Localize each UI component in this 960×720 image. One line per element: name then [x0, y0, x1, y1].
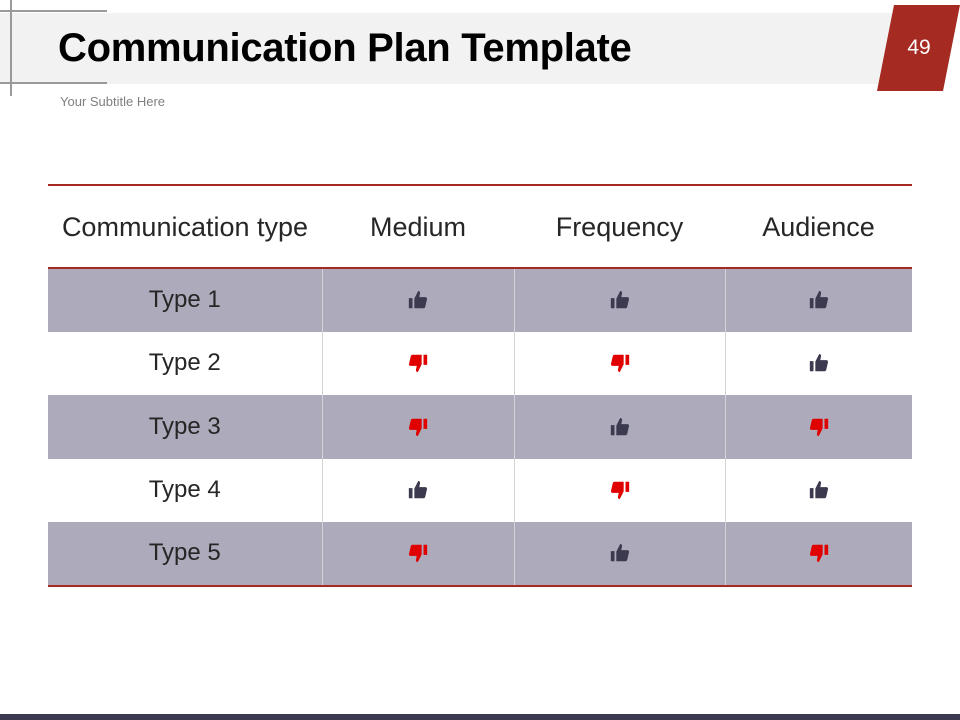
thumbs-down-icon — [726, 416, 913, 438]
cell-medium — [322, 268, 514, 332]
cell-frequency — [514, 522, 725, 586]
row-type-label: Type 1 — [148, 286, 221, 314]
cell-audience — [725, 268, 912, 332]
cell-audience — [725, 522, 912, 586]
page-subtitle: Your Subtitle Here — [60, 94, 166, 109]
row-type-label: Type 2 — [148, 349, 221, 377]
cell-audience — [725, 395, 912, 459]
row-type-label: Type 3 — [148, 412, 221, 440]
table-header-row — [48, 185, 912, 268]
thumbs-up-icon — [515, 416, 725, 438]
page-number: 49 — [907, 36, 931, 59]
cell-medium — [322, 395, 514, 459]
cell-frequency — [514, 332, 725, 396]
row-type-label: Type 5 — [48, 522, 322, 586]
thumbs-up-icon — [726, 352, 913, 374]
table-body — [48, 268, 912, 586]
thumbs-up-icon — [726, 479, 913, 501]
thumbs-up-icon — [726, 289, 913, 311]
header-medium: Medium — [322, 185, 514, 268]
cell-frequency — [514, 395, 725, 459]
cell-medium — [322, 459, 514, 523]
bottom-bar — [0, 714, 960, 720]
thumbs-down-icon — [726, 542, 913, 564]
table-row — [48, 459, 912, 523]
thumbs-up-icon — [323, 479, 514, 501]
thumbs-up-icon — [515, 289, 725, 311]
header-audience: Audience — [725, 185, 912, 268]
page-title: Communication Plan Template — [58, 26, 632, 70]
thumbs-down-icon — [323, 542, 514, 564]
table-row — [48, 522, 912, 586]
corner-line-vertical — [10, 0, 12, 96]
thumbs-down-icon — [323, 416, 514, 438]
row-type-label: Type 4 — [148, 476, 221, 504]
cell-frequency — [514, 268, 725, 332]
header-communication-type: Communication type — [48, 185, 322, 268]
thumbs-up-icon — [515, 542, 725, 564]
cell-medium — [322, 332, 514, 396]
communication-plan-table — [48, 184, 912, 587]
thumbs-down-icon — [515, 479, 725, 501]
cell-audience — [725, 332, 912, 396]
cell-audience — [725, 459, 912, 523]
thumbs-down-icon — [515, 352, 725, 374]
thumbs-up-icon — [323, 289, 514, 311]
table-row — [48, 268, 912, 332]
table-row — [48, 395, 912, 459]
table-row — [48, 332, 912, 396]
thumbs-down-icon — [323, 352, 514, 374]
corner-line-top — [0, 10, 107, 12]
corner-line-bottom — [0, 82, 107, 84]
cell-frequency — [514, 459, 725, 523]
cell-medium — [322, 522, 514, 586]
header-frequency: Frequency — [514, 185, 725, 268]
